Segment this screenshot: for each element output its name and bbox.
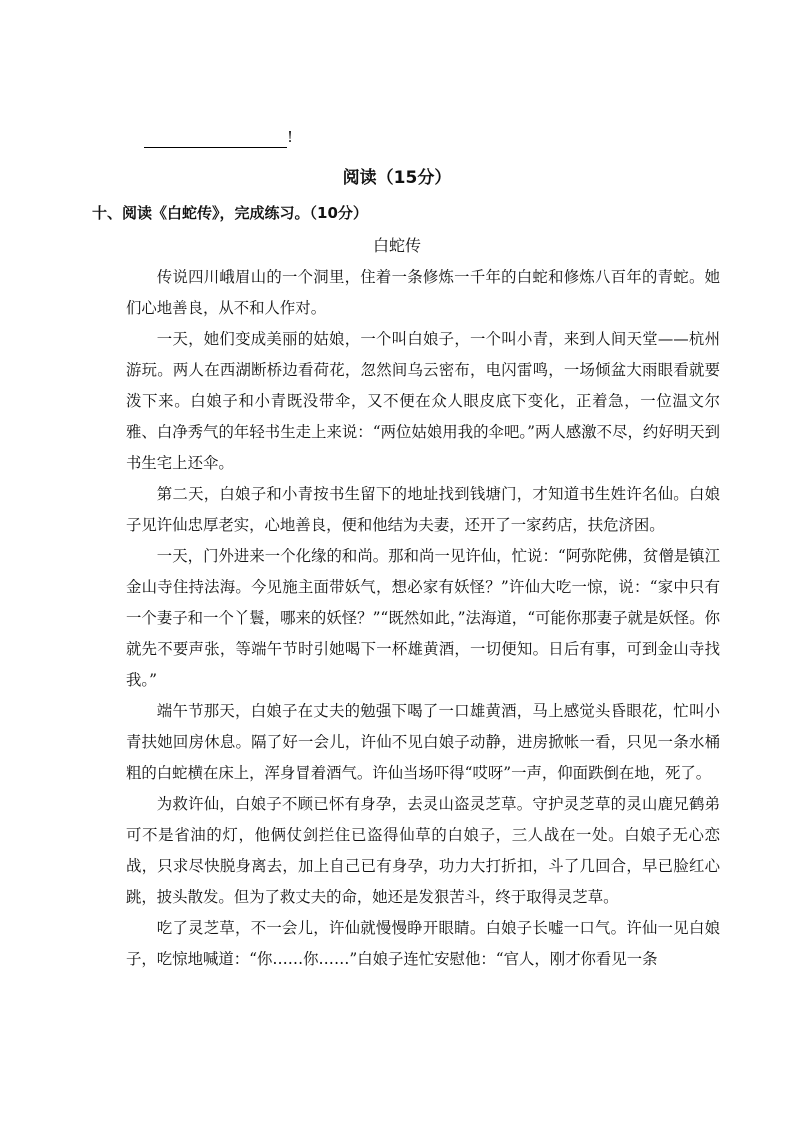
story-paragraph-7: 吃了灵芝草，不一会儿，许仙就慢慢睁开眼睛。白娘子长嘘一口气。许仙一见白娘子，吃惊地喊道：“你……你……”白娘子连忙安慰他：“官人，刚才你看见一条 bbox=[126, 919, 720, 968]
question-title: 十、阅读《白蛇传》，完成练习。（10分） bbox=[92, 204, 368, 222]
answer-blank-line bbox=[144, 126, 293, 148]
section-title: 阅读（15分） bbox=[342, 168, 452, 188]
story-paragraph-2: 一天，她们变成美丽的姑娘，一个叫白娘子，一个叫小青，来到人间天堂——杭州游玩。两人在西湖断桥边看荷花，忽然间乌云密布，电闪雷鸣，一场倾盆大雨眼看就要泼下来。白娘子和小青既没带伞，又不便在众人眼皮底下变化，正着急，一位温文尔雅、白净秀气的年轻书生走上来说：“两位姑娘用我的伞吧。”两人感激不尽，约好明天到书生宅上还伞。 bbox=[126, 330, 720, 472]
story-title: 白蛇传 bbox=[372, 236, 421, 255]
story-paragraph-4: 一天，门外进来一个化缘的和尚。那和尚一见许仙，忙说：“阿弥陀佛，贫僧是镇江金山寺住持法海。今见施主面带妖气，想必家有妖怪？”许仙大吃一惊，说：“家中只有一个妻子和一个丫鬟，哪来的妖怪？”“既然如此，”法海道，“可能你那妻子就是妖怪。你就先不要声张，等端午节时引她喝下一杯雄黄酒，一切便知。日后有事，可到金山寺找我。” bbox=[126, 547, 720, 689]
answer-blank bbox=[144, 131, 287, 148]
answer-blank-suffix: ! bbox=[287, 128, 294, 146]
story-paragraph-3: 第二天，白娘子和小青按书生留下的地址找到钱塘门，才知道书生姓许名仙。白娘子见许仙忠厚老实，心地善良，便和他结为夫妻，还开了一家药店，扶危济困。 bbox=[126, 485, 720, 534]
story-paragraph-5: 端午节那天，白娘子在丈夫的勉强下喝了一口雄黄酒，马上感觉头昏眼花，忙叫小青扶她回房休息。隔了好一会儿，许仙不见白娘子动静，进房掀帐一看，只见一条水桶粗的白蛇横在床上，浑身冒着酒气。许仙当场吓得“哎呀”一声，仰面跌倒在地，死了。 bbox=[126, 702, 720, 782]
story-body bbox=[126, 262, 720, 975]
story-paragraph-1: 传说四川峨眉山的一个洞里，住着一条修炼一千年的白蛇和修炼八百年的青蛇。她们心地善良，从不和人作对。 bbox=[126, 268, 720, 317]
story-paragraph-6: 为救许仙，白娘子不顾已怀有身孕，去灵山盗灵芝草。守护灵芝草的灵山鹿兄鹤弟可不是省油的灯，他俩仗剑拦住已盗得仙草的白娘子，三人战在一处。白娘子无心恋战，只求尽快脱身离去，加上自己已有身孕，功力大打折扣，斗了几回合，早已脸红心跳，披头散发。但为了救丈夫的命，她还是发狠苦斗，终于取得灵芝草。 bbox=[126, 795, 720, 906]
